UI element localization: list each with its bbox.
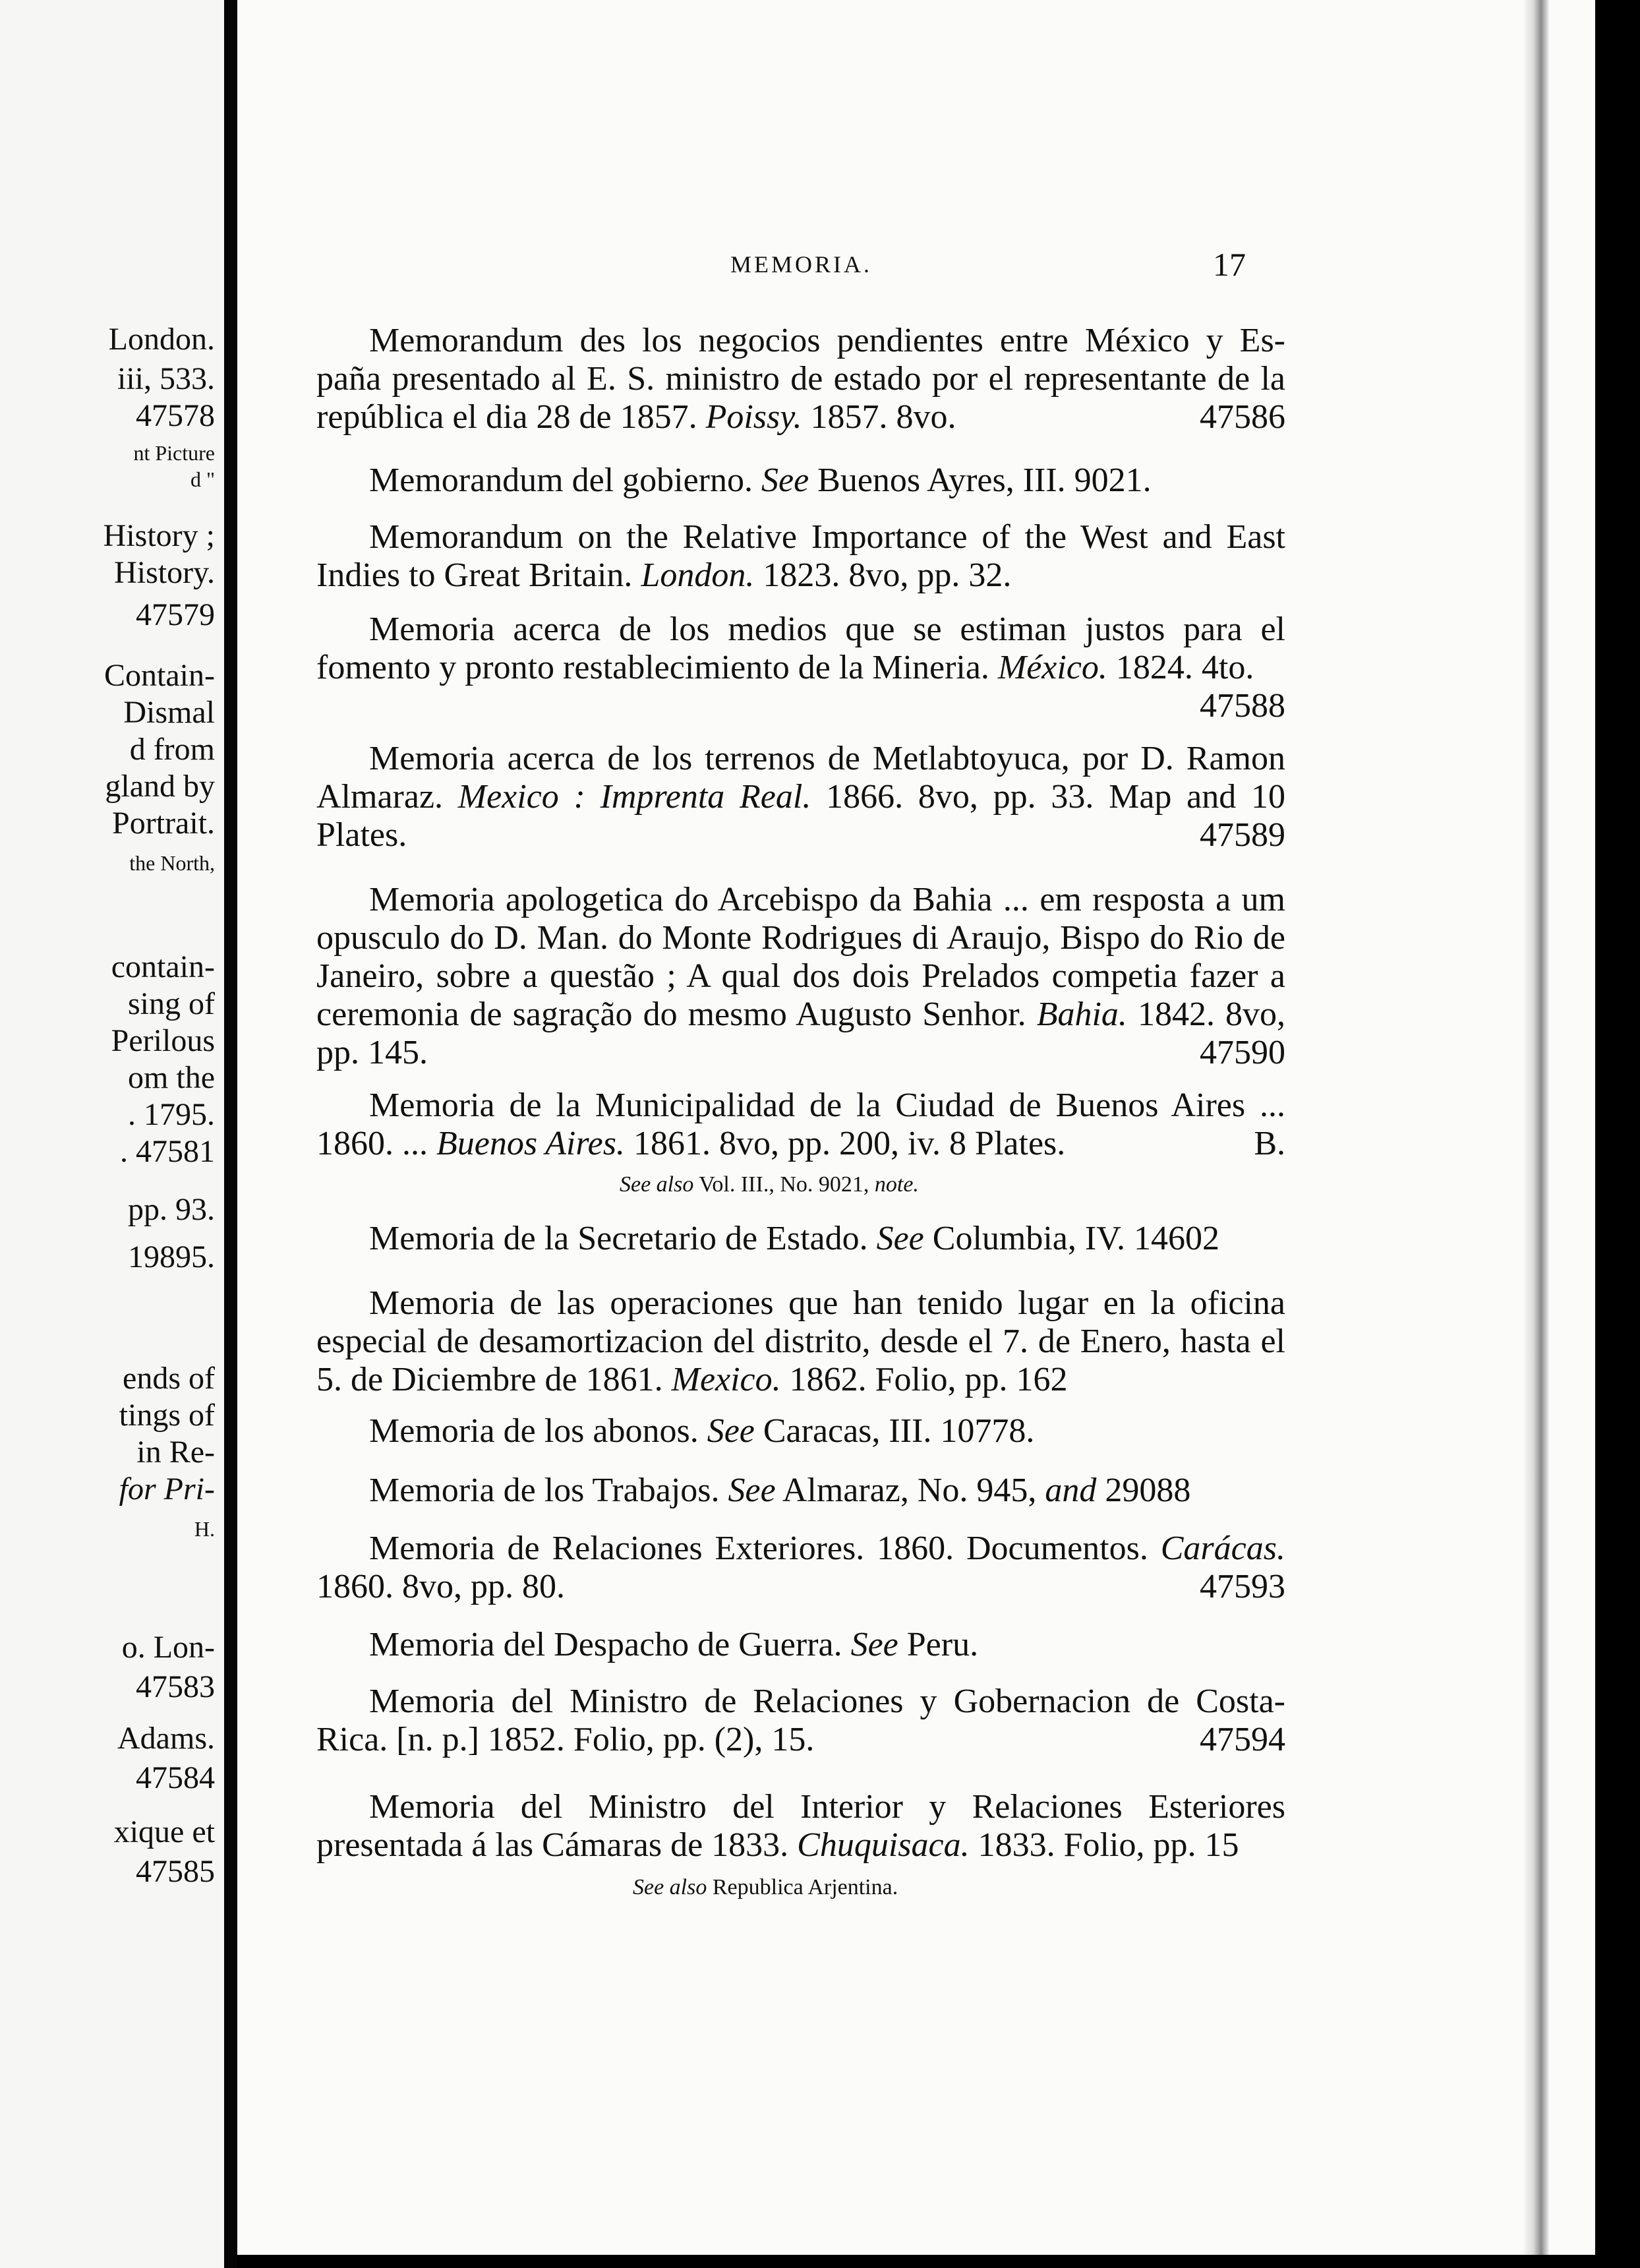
- catalogue-entry: [316, 462, 1285, 500]
- entry-italic-text: See: [761, 462, 809, 499]
- see-also-lead: See also: [620, 1172, 694, 1197]
- left-page-line: 47583: [136, 1669, 215, 1704]
- left-page-line: Perilous: [111, 1023, 215, 1058]
- previous-page-fragment: [0, 0, 224, 2268]
- left-page-line: 47584: [136, 1760, 215, 1795]
- left-page-line: d ": [190, 467, 215, 491]
- entry-italic-text: Poissy.: [705, 398, 802, 436]
- catalogue-entry: [316, 322, 1285, 436]
- entry-text: 1860. 8vo, pp. 80.: [316, 1568, 565, 1605]
- entry-text: Memorandum des los negocios pendientes entre México y Es-paña presentado al E. S. ministro de estado por el representante de la república el dia 28 de 1857.: [316, 322, 1285, 436]
- lot-number: 47590: [1200, 1034, 1285, 1071]
- left-page-line: 19895.: [128, 1239, 215, 1274]
- left-page-line: ends of: [123, 1361, 215, 1396]
- entry-text: 1842. 8vo, pp. 145.: [316, 996, 1285, 1071]
- lot-number: 47594: [1200, 1721, 1285, 1758]
- left-page-line: nt Picture: [133, 441, 215, 465]
- entry-text: 1823. 8vo, pp. 32.: [754, 556, 1012, 594]
- lot-number: 47589: [1200, 816, 1285, 854]
- catalogue-entry: [316, 740, 1285, 854]
- left-page-line: om the: [128, 1060, 215, 1095]
- left-page-line: contain-: [111, 949, 215, 984]
- entry-text: Memoria apologetica do Arcebispo da Bahia ... em resposta a um opusculo do D. Man. do Monte Rodrigues di Araujo, Bispo do Rio de Janeiro, sobre a questão ; A qual dos dois Prelados competia fazer a ceremonia de sagração do mesmo Augusto Senhor.: [316, 881, 1285, 1033]
- left-page-line: . 47581: [120, 1134, 215, 1169]
- entry-italic-text: See: [876, 1220, 924, 1257]
- catalogue-entry: [316, 1788, 1285, 1865]
- catalogue-entry: [316, 1284, 1285, 1399]
- entry-italic-text: Mexico : Imprenta Real.: [457, 778, 811, 816]
- see-also-note: [620, 1172, 919, 1197]
- catalogue-entry: [316, 881, 1285, 1072]
- left-page-line: o. Lon-: [121, 1630, 215, 1665]
- catalogue-entry: [316, 1472, 1285, 1510]
- entry-text: Memoria de los Trabajos.: [369, 1472, 728, 1509]
- running-head: MEMORIA.: [730, 251, 873, 278]
- entry-text: Memoria del Ministro de Relaciones y Gobernacion de Costa-Rica. [n. p.] 1852. Folio, pp. (2), 15.: [316, 1683, 1285, 1758]
- left-page-line: 47585: [136, 1854, 215, 1889]
- catalogue-entry: [316, 1530, 1285, 1606]
- entry-text: Buenos Ayres, III. 9021.: [809, 462, 1152, 499]
- entry-italic-text: Mexico.: [671, 1361, 781, 1398]
- catalogue-entry: [316, 1220, 1285, 1258]
- catalogue-entry: [316, 1412, 1285, 1450]
- left-page-line: 47579: [136, 597, 215, 632]
- entry-text: Memoria de la Secretario de Estado.: [369, 1220, 877, 1257]
- entry-italic-text: See: [707, 1412, 755, 1450]
- entry-text: Memoria de las operaciones que han tenido lugar en la oficina especial de desamortizacion del distrito, desde el 7. de Enero, hasta el 5. de Diciembre de 1861.: [316, 1284, 1285, 1398]
- left-page-line: 47578: [136, 398, 215, 433]
- catalogue-entry: [316, 518, 1285, 595]
- catalogue-entry: [316, 1626, 1285, 1664]
- entry-italic-text: Chuquisaca.: [797, 1826, 970, 1864]
- left-page-line: xique et: [113, 1814, 215, 1849]
- left-page-line: H.: [194, 1517, 215, 1541]
- left-page-line: . 1795.: [128, 1097, 215, 1132]
- lot-number: 47593: [1200, 1568, 1285, 1605]
- entry-text: 1824. 4to.: [1107, 649, 1254, 686]
- see-also-text: Republica Arjentina.: [707, 1875, 898, 1899]
- entry-text: Memoria de Relaciones Exteriores. 1860. Documentos.: [369, 1530, 1161, 1567]
- left-page-line: Adams.: [117, 1721, 215, 1756]
- entry-text: Almaraz, No. 945,: [775, 1472, 1045, 1509]
- left-page-line: d from: [129, 732, 215, 767]
- entry-italic-text: México.: [997, 649, 1107, 686]
- left-page-line: History ;: [103, 518, 215, 553]
- entry-text: Memorandum on the Relative Importance of the West and East Indies to Great Britain.: [316, 518, 1285, 594]
- entry-text: 1857. 8vo.: [802, 398, 956, 436]
- entry-text: Columbia, IV. 14602: [923, 1220, 1220, 1257]
- entry-italic-text: and: [1045, 1472, 1097, 1509]
- left-page-line: sing of: [128, 986, 215, 1021]
- entry-text: Peru.: [898, 1626, 979, 1663]
- entry-text: Memoria del Despacho de Guerra.: [369, 1626, 851, 1663]
- left-page-line: gland by: [105, 769, 215, 804]
- lot-number: 47588: [1200, 687, 1285, 725]
- left-page-line: iii, 533.: [117, 361, 215, 396]
- left-page-line: for Pri-: [119, 1472, 215, 1507]
- see-also-note-word: note.: [874, 1172, 919, 1197]
- entry-italic-text: Buenos Aires.: [436, 1125, 625, 1162]
- entry-text: 1866. 8vo, pp. 33. Map and 10 Plates.: [316, 778, 1285, 854]
- left-page-line: Portrait.: [112, 806, 215, 841]
- left-page-line: the North,: [129, 851, 215, 875]
- entry-text: Memoria acerca de los terrenos de Metlabtoyuca, por D. Ramon Almaraz.: [316, 740, 1285, 816]
- entry-text: 1862. Folio, pp. 162: [780, 1361, 1068, 1398]
- lot-number: B.: [1254, 1125, 1285, 1162]
- see-also-note: [633, 1875, 898, 1900]
- see-also-text: Vol. III., No. 9021,: [693, 1172, 875, 1197]
- entry-italic-text: Bahia.: [1036, 996, 1127, 1033]
- left-page-line: London.: [108, 322, 215, 357]
- entry-text: Memoria del Ministro del Interior y Relaciones Esteriores presentada á las Cámaras de 1833.: [316, 1788, 1285, 1864]
- entry-text: 1833. Folio, pp. 15: [969, 1826, 1239, 1864]
- see-also-lead: See also: [633, 1875, 707, 1899]
- page-number: 17: [1213, 246, 1246, 283]
- entry-italic-text: Carácas.: [1160, 1530, 1285, 1567]
- entry-text: 1861. 8vo, pp. 200, iv. 8 Plates.: [624, 1125, 1066, 1162]
- page-edge-strip: [1523, 0, 1549, 2255]
- catalogue-entry: [316, 1683, 1285, 1759]
- entry-italic-text: London.: [641, 556, 755, 594]
- entry-text: 29088: [1096, 1472, 1191, 1509]
- entry-italic-text: See: [850, 1626, 898, 1663]
- left-page-line: History.: [114, 555, 215, 590]
- left-page-line: Contain-: [104, 658, 215, 693]
- left-page-line: tings of: [119, 1398, 215, 1433]
- entry-text: Memoria acerca de los medios que se estiman justos para el fomento y pronto restablecimiento de la Mineria.: [316, 611, 1285, 686]
- catalogue-entry: [316, 1087, 1285, 1163]
- entry-italic-text: See: [728, 1472, 776, 1509]
- page-edge-shadow: [1598, 0, 1640, 2268]
- left-page-line: in Re-: [136, 1435, 215, 1470]
- entry-text: Memoria de la Municipalidad de la Ciudad de Buenos Aires ... 1860. ...: [316, 1087, 1285, 1162]
- book-gutter: [224, 0, 237, 2268]
- catalogue-entry: [316, 611, 1285, 725]
- entry-text: Memorandum del gobierno.: [369, 462, 761, 499]
- entry-text: Caracas, III. 10778.: [754, 1412, 1035, 1450]
- entry-text: Memoria de los abonos.: [369, 1412, 707, 1450]
- left-page-line: pp. 93.: [128, 1192, 215, 1227]
- lot-number: 47586: [1200, 398, 1285, 436]
- left-page-line: Dismal: [123, 695, 215, 730]
